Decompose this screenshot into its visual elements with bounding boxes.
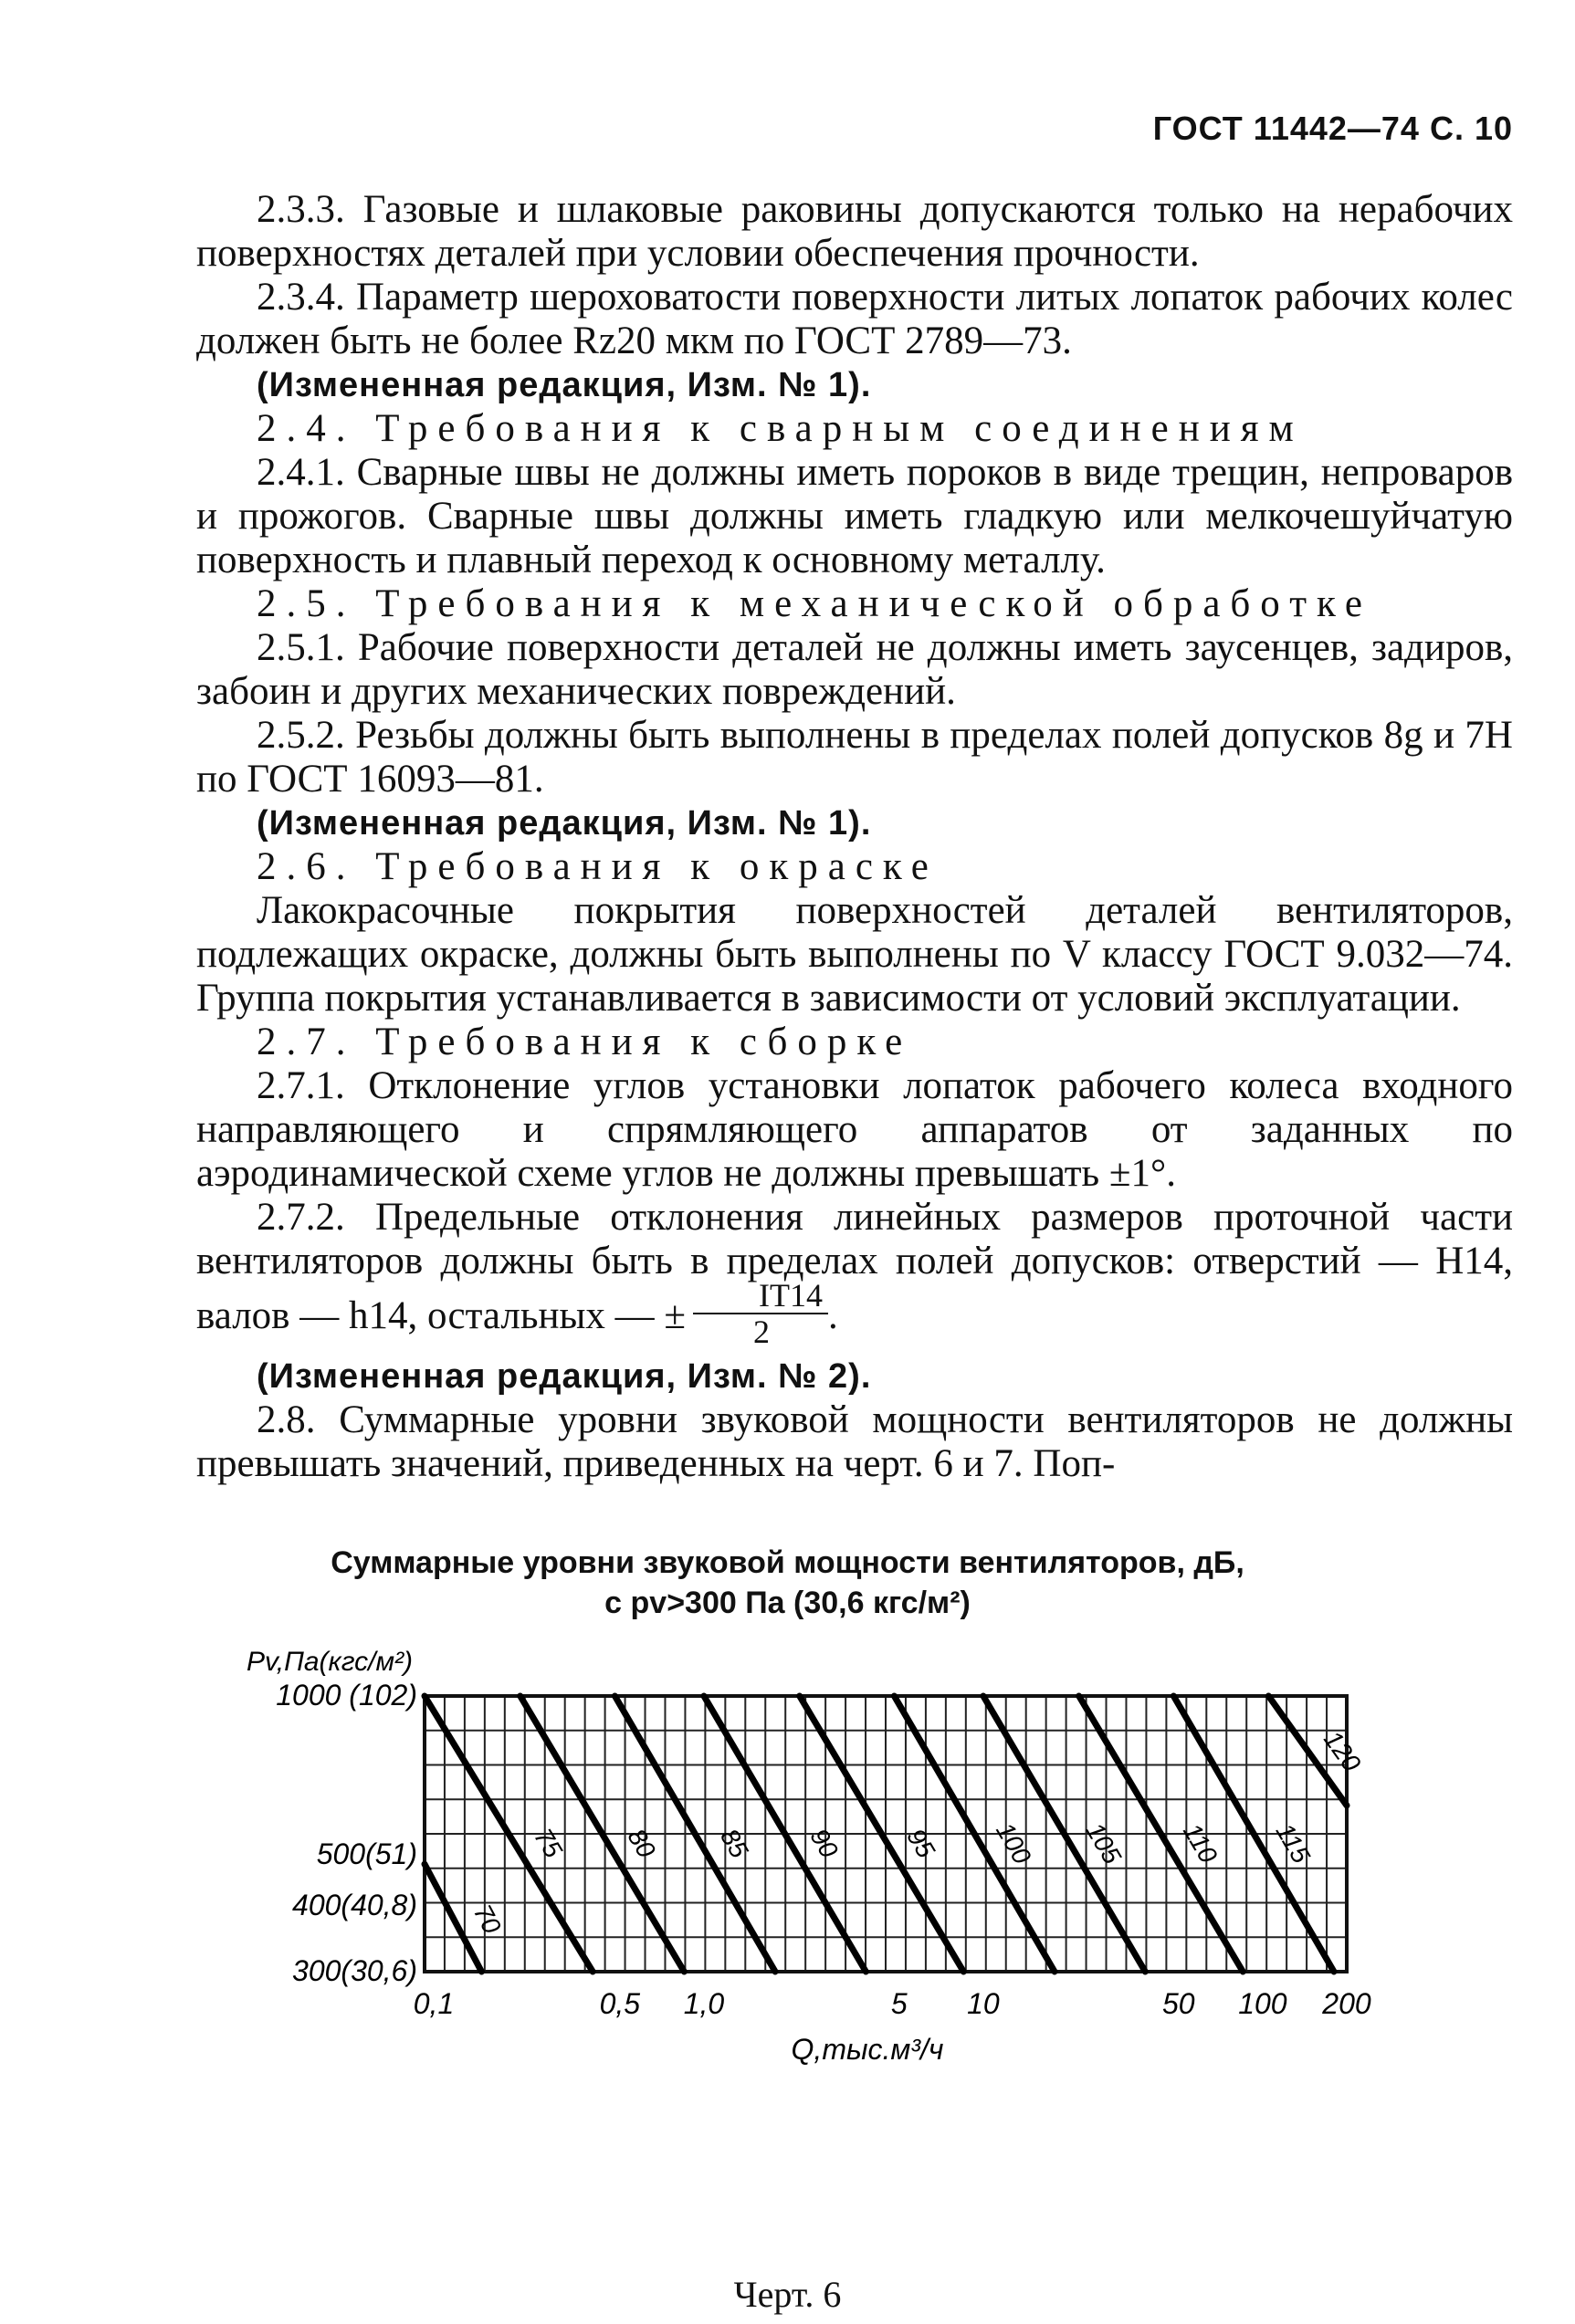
- x-tick-label: 10: [967, 1987, 1000, 2020]
- series-label-85: 85: [715, 1824, 754, 1863]
- fraction-numerator: IT14: [693, 1278, 828, 1314]
- chart-title-line-1: Суммарные уровни звуковой мощности вентиляторов, дБ,: [331, 1545, 1244, 1580]
- section-heading-2-4: 2.4. Требования к сварным соединениям: [257, 407, 1304, 450]
- para-2-5-2: 2.5.2. Резьбы должны быть выполнены в пределах полей допусков 8g и 7H по ГОСТ 16093—81.: [196, 714, 1513, 801]
- x-tick-label: 50: [1161, 1987, 1195, 2020]
- series-label-105: 105: [1080, 1817, 1127, 1869]
- fraction-denominator: 2: [752, 1314, 770, 1350]
- amendment-note: (Измененная редакция, Изм. № 1).: [257, 804, 872, 843]
- amendment-note: (Измененная редакция, Изм. № 1).: [257, 366, 872, 404]
- para-2-5-1: 2.5.1. Рабочие поверхности деталей не должны иметь заусенцев, задиров, забоин и других механических повреждений.: [196, 626, 1513, 713]
- x-tick-label: 0,5: [599, 1987, 641, 2020]
- series-label-80: 80: [622, 1823, 661, 1863]
- y-tick-label: 400(40,8): [292, 1888, 417, 1921]
- series-label-115: 115: [1270, 1818, 1316, 1869]
- para-2-6: Лакокрасочные покрытия поверхностей деталей вентиляторов, подлежащих окраске, должны быть выполнены по V классу ГОСТ 9.032—74. Группа покрытия устанавливается в зависимости от условий эксплуатации.: [196, 889, 1513, 1020]
- x-tick-label: 1,0: [683, 1987, 725, 2020]
- x-tick-label: 100: [1238, 1987, 1287, 2020]
- series-label-70: 70: [467, 1900, 507, 1939]
- section-heading-2-7: 2.7. Требования к сборке: [257, 1021, 913, 1063]
- x-axis-label: Q,тыс.м³/ч: [791, 2033, 944, 2066]
- para-2-8: 2.8. Суммарные уровни звуковой мощности вентиляторов не должны превышать значений, приведенных на черт. 6 и 7. Поп-: [196, 1398, 1513, 1485]
- y-axis-label: Pv,Па(кгс/м²): [247, 1647, 414, 1677]
- series-label-75: 75: [529, 1823, 568, 1863]
- x-tick-label: 200: [1322, 1987, 1371, 2020]
- series-label-95: 95: [901, 1823, 940, 1863]
- para-2-3-4: 2.3.4. Параметр шероховатости поверхности литых лопаток рабочих колес должен быть не более Rz20 мкм по ГОСТ 2789—73.: [196, 276, 1513, 362]
- amendment-note: (Измененная редакция, Изм. № 2).: [257, 1357, 872, 1396]
- para-2-7-2-tail: .: [827, 1293, 838, 1337]
- series-label-110: 110: [1177, 1818, 1223, 1869]
- x-tick-label: 0,1: [413, 1987, 455, 2020]
- figure-caption: Черт. 6: [733, 2274, 842, 2315]
- para-2-7-1: 2.7.1. Отклонение углов установки лопаток рабочего колеса входного направляющего и спрямляющего аппаратов от заданных по аэродинамической схеме углов не должны превышать ±1°.: [196, 1064, 1513, 1195]
- para-2-7-2-text: 2.7.2. Предельные отклонения линейных размеров проточной части вентиляторов должны быть в пределах полей допусков: отверстий — H14, валов — h14, остальных — ±: [196, 1196, 1513, 1337]
- para-2-4-1: 2.4.1. Сварные швы не должны иметь пороков в виде трещин, непроваров и прожогов. Сварные швы должны иметь гладкую или мелкочешуйчатую поверхность и плавный переход к основному металлу.: [196, 451, 1513, 581]
- y-tick-label: 300(30,6): [292, 1954, 417, 1987]
- section-heading-2-6: 2.6. Требования к окраске: [257, 845, 939, 888]
- series-label-100: 100: [991, 1817, 1037, 1869]
- chart-title-line-2: с pv>300 Па (30,6 кгс/м²): [604, 1586, 971, 1620]
- para-2-3-3: 2.3.3. Газовые и шлаковые раковины допускаются только на нерабочих поверхностях деталей при условии обеспечения прочности.: [196, 188, 1513, 275]
- x-tick-label: 5: [890, 1987, 908, 2020]
- section-heading-2-5: 2.5. Требования к механической обработке: [257, 582, 1372, 625]
- y-tick-label: 500(51): [316, 1837, 417, 1870]
- y-tick-label: 1000 (102): [276, 1679, 417, 1712]
- series-label-120: 120: [1318, 1725, 1367, 1777]
- series-label-90: 90: [804, 1824, 844, 1863]
- page-header: ГОСТ 11442—74 С. 10: [1152, 110, 1513, 147]
